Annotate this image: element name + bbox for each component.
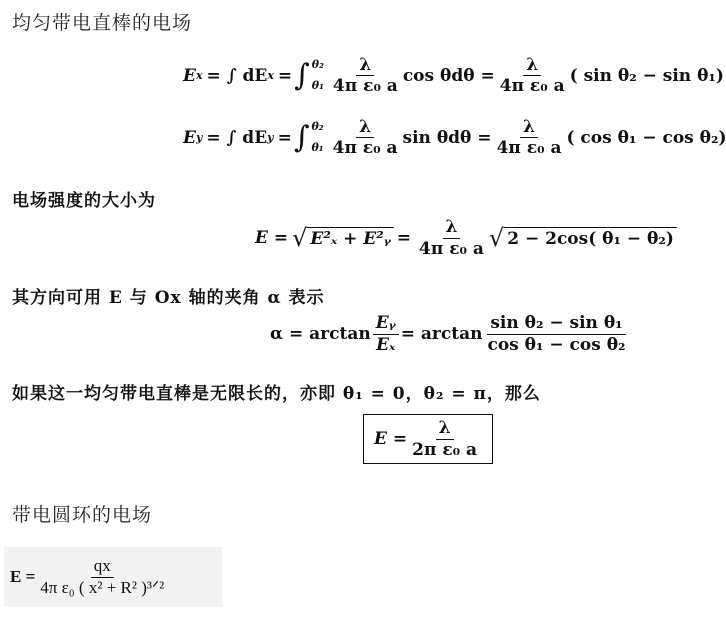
- ey-trig: sin θdθ =: [402, 127, 492, 148]
- alpha-fraction-1: $\frac{\text{Eᵧ}}{\text{Eₓ}}$: [373, 314, 399, 354]
- alpha-mid: = arctan: [400, 324, 483, 345]
- ey-lhs-sub: y: [195, 131, 203, 145]
- integral-icon: ∫: [293, 119, 310, 155]
- ex-lhs-sub: x: [195, 69, 203, 83]
- ring-equation-box: [4, 547, 222, 607]
- ey-fraction-2: $\frac{\lambda}{\text{4π ε₀ a}}$: [496, 116, 562, 159]
- ey-integral-text: = ∫ dE: [206, 127, 268, 148]
- alpha-fraction-2: $\frac{\text{sin θ₂ − sin θ₁}}{\text{cos θ₁ − cos θ₂}}$: [487, 313, 626, 355]
- ex-integral-limits: θ₂ θ₁: [311, 58, 324, 92]
- ey-equation: E y = ∫ dE y = ∫ θ₂ θ₁ $\frac{\lambda}{\text{4π ε₀ a}}$ sin θdθ = $\frac{\lambda}{\text{4π ε₀ a}}$ ( cos θ₁ − cos θ₂): [183, 116, 726, 159]
- ex-integral-sub: x: [267, 69, 274, 83]
- direction-text: 其方向可用 E 与 Ox 轴的夹角 α 表示: [12, 288, 325, 308]
- ring-fraction: $\frac{qx}{\text{4π ε₀ ( x² + R² )³ᐟ²}}$: [40, 555, 165, 597]
- integral-icon: ∫: [294, 57, 310, 93]
- infinite-rod-text: 如果这一均匀带电直棒是无限长的，亦即 θ₁ = 0，θ₂ = π，那么: [12, 384, 541, 404]
- sqrt-icon: √ 2 − 2cos( θ₁ − θ₂): [489, 226, 677, 250]
- alpha-lhs: α = arctan: [270, 324, 371, 345]
- ex-fraction-2: $\frac{\lambda}{\text{4π ε₀ a}}$: [499, 54, 565, 97]
- ex-integral-text: = ∫ dE: [206, 65, 268, 86]
- infinite-rod-equation: [363, 414, 493, 464]
- ex-fraction-1: $\frac{\lambda}{\text{4π ε₀ a}}$: [332, 54, 398, 97]
- ring-field-title: 带电圆环的电场: [12, 504, 153, 526]
- ex-equation: E x = ∫ dE x = ∫ θ₂ θ₁ $\frac{\lambda}{\text{4π ε₀ a}}$ cos θdθ = $\frac{\lambda}{\text{4π ε₀ a}}$ ( sin θ₂ − sin θ₁): [183, 54, 724, 97]
- e-mag-lhs: E =: [255, 228, 289, 249]
- ey-lhs: E: [183, 127, 196, 148]
- e-magnitude-equation: E = √ E²ₓ + E²ᵧ = $\frac{\lambda}{\text{4π ε₀ a}}$ √ 2 − 2cos( θ₁ − θ₂): [255, 218, 677, 258]
- ey-fraction-1: $\frac{\lambda}{\text{4π ε₀ a}}$: [332, 116, 398, 159]
- inf-fraction: $\frac{\lambda}{\text{2π ε₀ a}}$: [412, 418, 478, 460]
- alpha-equation: [270, 314, 630, 354]
- ex-trig: cos θdθ =: [402, 65, 495, 86]
- rod-field-title: 均匀带电直棒的电场: [12, 12, 193, 34]
- magnitude-text: 电场强度的大小为: [12, 191, 156, 211]
- sqrt-icon: √ E²ₓ + E²ᵧ: [292, 226, 394, 250]
- ex-lhs: E: [183, 65, 196, 86]
- ex-result: ( sin θ₂ − sin θ₁): [569, 65, 724, 86]
- ring-equation: E = $\frac{qx}{\text{4π ε₀ ( x² + R² )³ᐟ²}}$: [10, 557, 169, 597]
- result-box: E = $\frac{\lambda}{\text{2π ε₀ a}}$: [363, 414, 493, 464]
- ey-result: ( cos θ₁ − cos θ₂): [566, 127, 726, 148]
- ey-integral-sub: y: [267, 131, 274, 145]
- ey-integral-limits: θ₂ θ₁: [311, 120, 324, 154]
- e-mag-fraction: $\frac{\lambda}{\text{4π ε₀ a}}$: [419, 217, 484, 259]
